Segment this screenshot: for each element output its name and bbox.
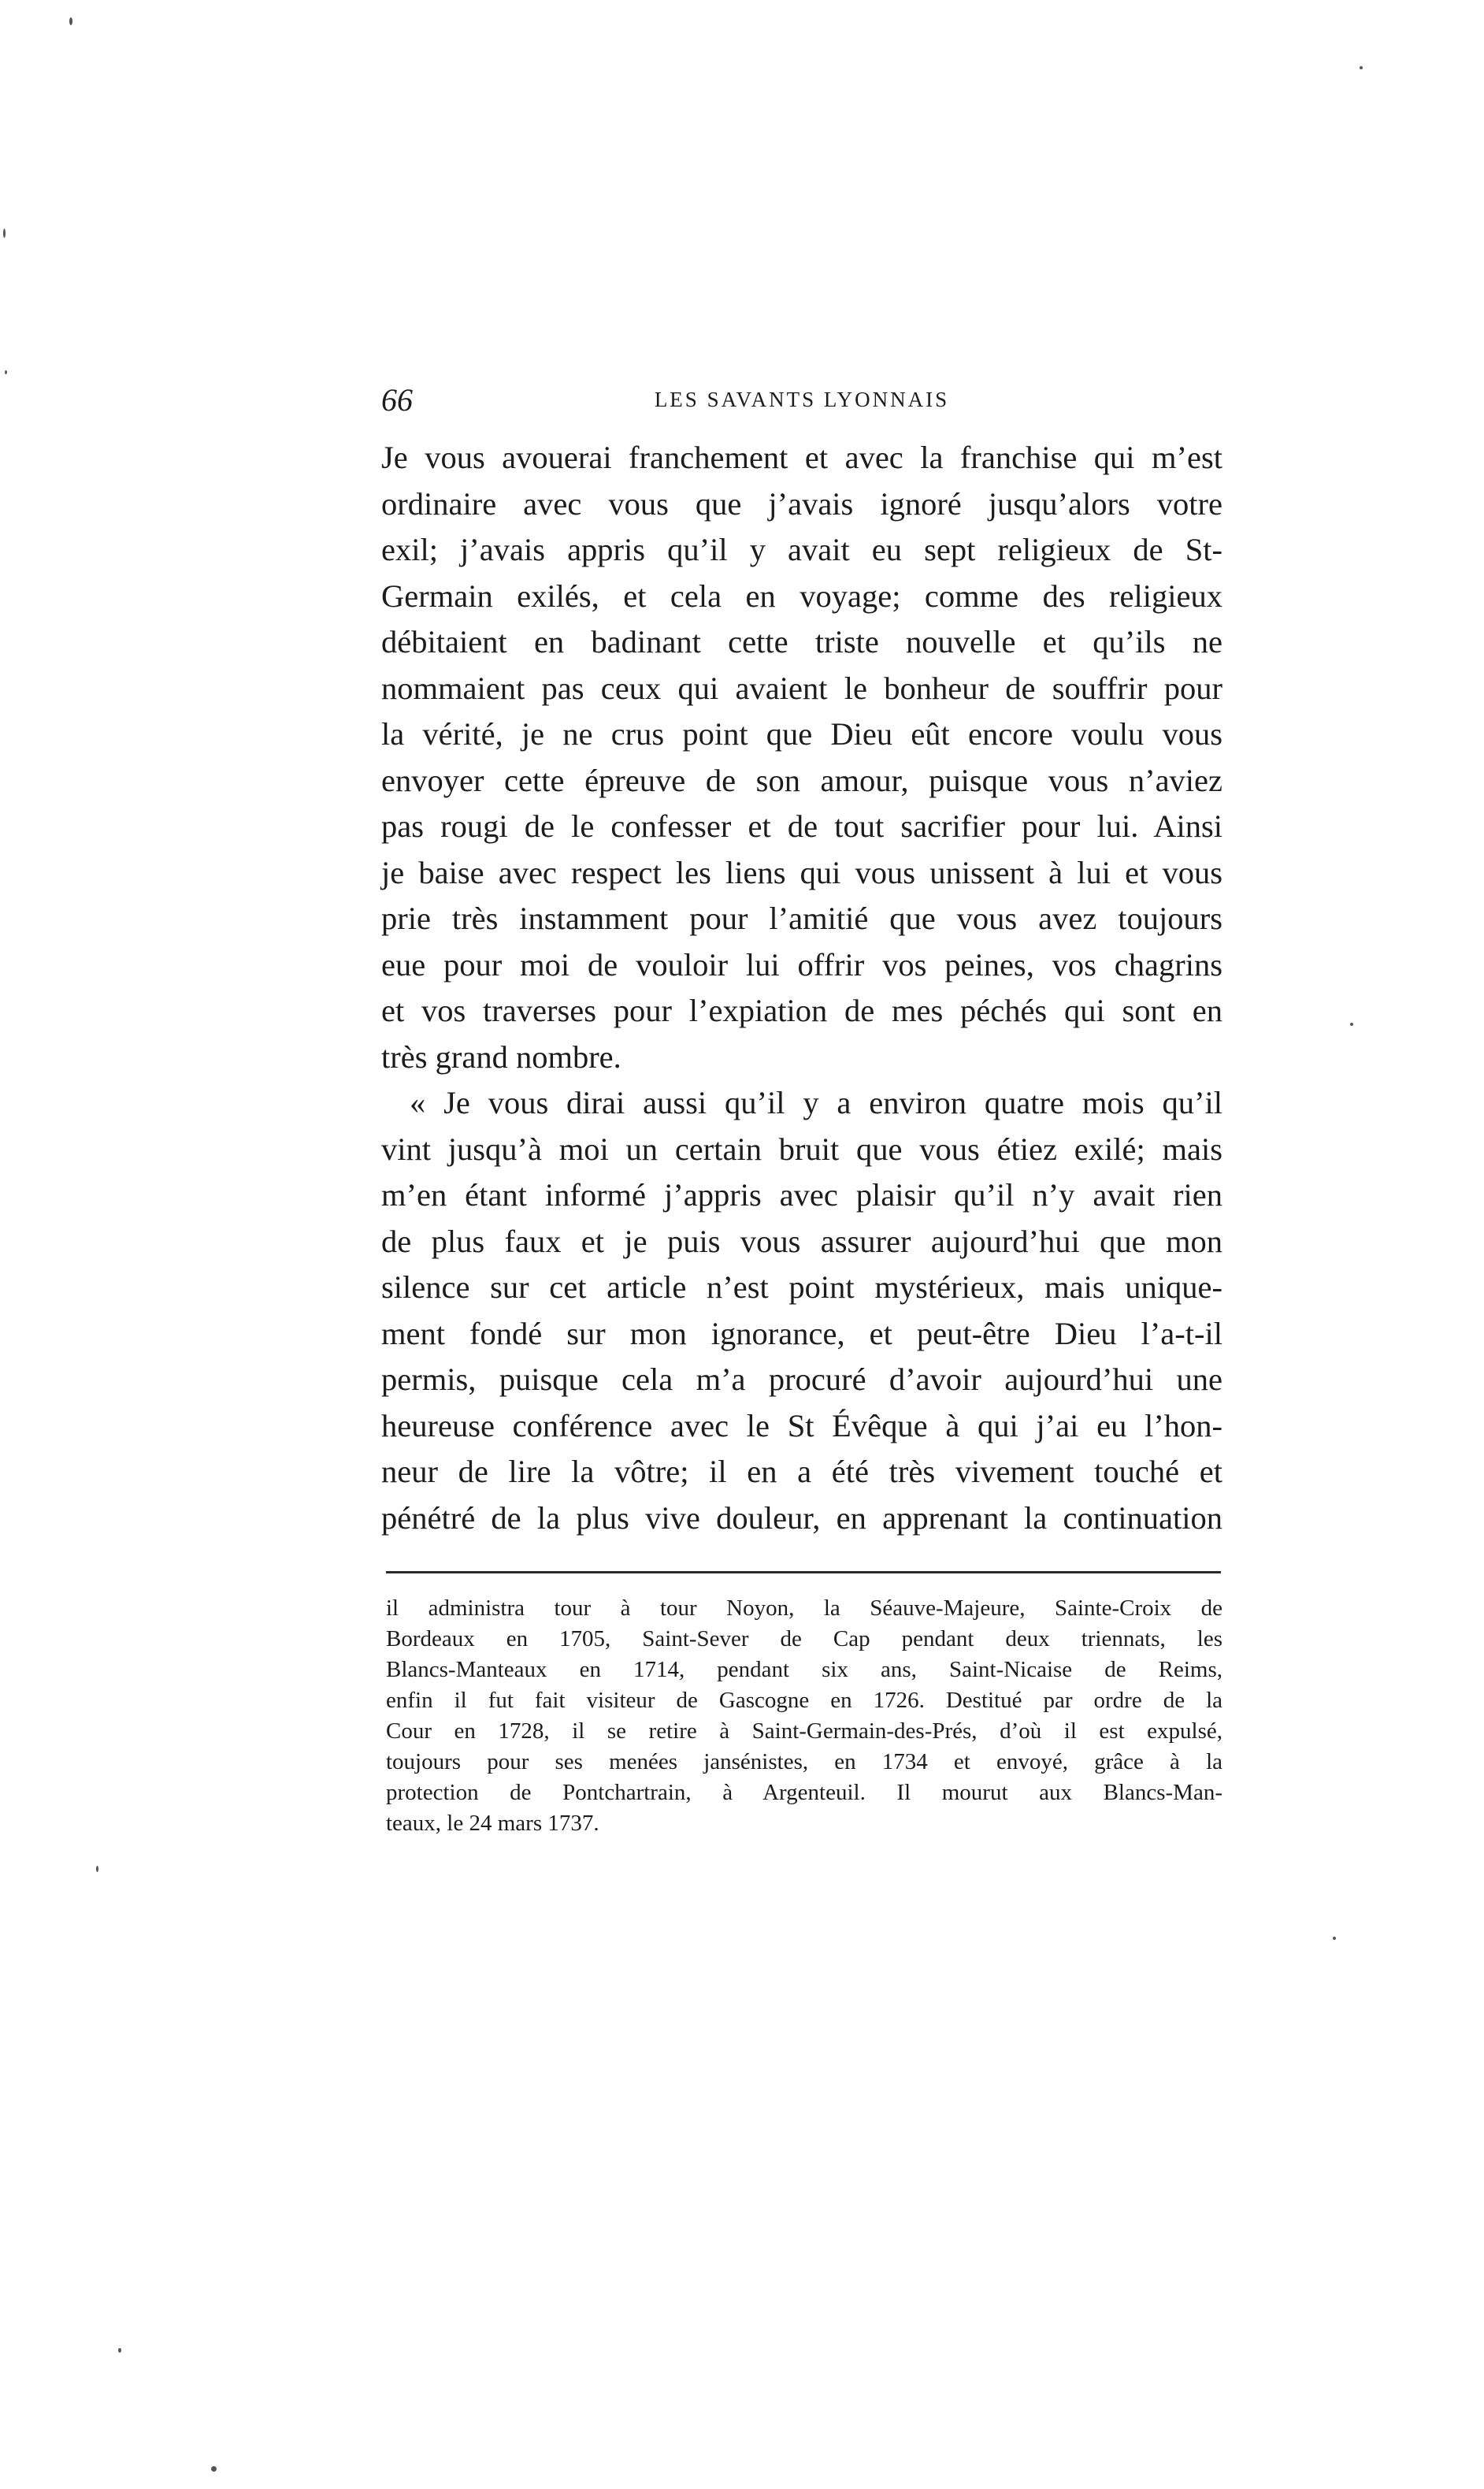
text-line: Je vous avouerai franchement et avec la franchise qui m’est: [381, 440, 1222, 475]
footnote-line: Cour en 1728, il se retire à Saint-Germain-des-Prés, d’où il est expulsé,: [386, 1718, 1222, 1744]
text-line: neur de lire la vôtre; il en a été très vivement touché et: [381, 1454, 1222, 1489]
footnote-line: il administra tour à tour Noyon, la Séauve-Majeure, Sainte-Croix de: [386, 1596, 1222, 1621]
footnote-divider: [386, 1571, 1221, 1573]
page-number: 66: [381, 382, 413, 418]
text-line: et vos traverses pour l’expiation de mes péchés qui sont en: [381, 993, 1222, 1028]
text-line: silence sur cet article n’est point mystérieux, mais unique-: [381, 1269, 1222, 1305]
footnote-line: protection de Pontchartrain, à Argenteuil. Il mourut aux Blancs-Man-: [386, 1780, 1222, 1805]
footnote-line: enfin il fut fait visiteur de Gascogne en 1726. Destitué par ordre de la: [386, 1688, 1222, 1713]
text-line: ment fondé sur mon ignorance, et peut-être Dieu l’a-t-il: [381, 1315, 1222, 1351]
text-line: exil; j’avais appris qu’il y avait eu sept religieux de St-: [381, 532, 1222, 567]
text-line: vint jusqu’à moi un certain bruit que vous étiez exilé; mais: [381, 1131, 1222, 1167]
text-line: nommaient pas ceux qui avaient le bonheur de souffrir pour: [381, 670, 1222, 706]
footnote-line: Blancs-Manteaux en 1714, pendant six ans, Saint-Nicaise de Reims,: [386, 1657, 1222, 1682]
scan-speck: [211, 2466, 217, 2472]
scan-speck: [3, 228, 6, 238]
scan-speck: [96, 1866, 98, 1872]
scan-speck: [1333, 1937, 1336, 1940]
scan-speck: [118, 2348, 121, 2353]
text-line: permis, puisque cela m’a procuré d’avoir aujourd’hui une: [381, 1362, 1222, 1397]
footnote: [386, 1593, 1222, 1839]
text-line: la vérité, je ne crus point que Dieu eût encore voulu vous: [381, 716, 1222, 752]
text-line: envoyer cette épreuve de son amour, puisque vous n’aviez: [381, 762, 1222, 798]
scan-speck: [69, 17, 72, 25]
footnote-line: teaux, le 24 mars 1737.: [386, 1811, 599, 1836]
scan-speck: [1360, 66, 1363, 69]
footnote-line: Bordeaux en 1705, Saint-Sever de Cap pendant deux triennats, les: [386, 1626, 1222, 1651]
text-line: prie très instamment pour l’amitié que vous avez toujours: [381, 901, 1222, 936]
scan-speck: [1350, 1023, 1353, 1026]
text-line: je baise avec respect les liens qui vous unissent à lui et vous: [381, 854, 1222, 890]
text-line: Germain exilés, et cela en voyage; comme des religieux: [381, 578, 1222, 614]
text-line: m’en étant informé j’appris avec plaisir qu’il n’y avait rien: [381, 1177, 1222, 1213]
running-head: LES SAVANTS LYONNAIS: [654, 388, 950, 411]
page-header: [381, 381, 1222, 429]
scan-speck: [5, 370, 7, 374]
text-line: heureuse conférence avec le St Évêque à qui j’ai eu l’hon-: [381, 1407, 1222, 1443]
text-line: débitaient en badinant cette triste nouvelle et qu’ils ne: [381, 624, 1222, 659]
text-line: « Je vous dirai aussi qu’il y a environ quatre mois qu’il: [410, 1085, 1222, 1120]
text-line: très grand nombre.: [381, 1038, 621, 1075]
text-line: de plus faux et je puis vous assurer aujourd’hui que mon: [381, 1223, 1222, 1259]
text-line: eue pour moi de vouloir lui offrir vos peines, vos chagrins: [381, 946, 1222, 983]
text-line: pénétré de la plus vive douleur, en apprenant la continuation: [381, 1499, 1222, 1536]
text-line: ordinaire avec vous que j’avais ignoré jusqu’alors votre: [381, 485, 1222, 522]
text-line: pas rougi de le confesser et de tout sacrifier pour lui. Ainsi: [381, 808, 1222, 844]
body-text: [381, 435, 1222, 1541]
footnote-line: toujours pour ses menées jansénistes, en 1734 et envoyé, grâce à la: [386, 1749, 1222, 1774]
